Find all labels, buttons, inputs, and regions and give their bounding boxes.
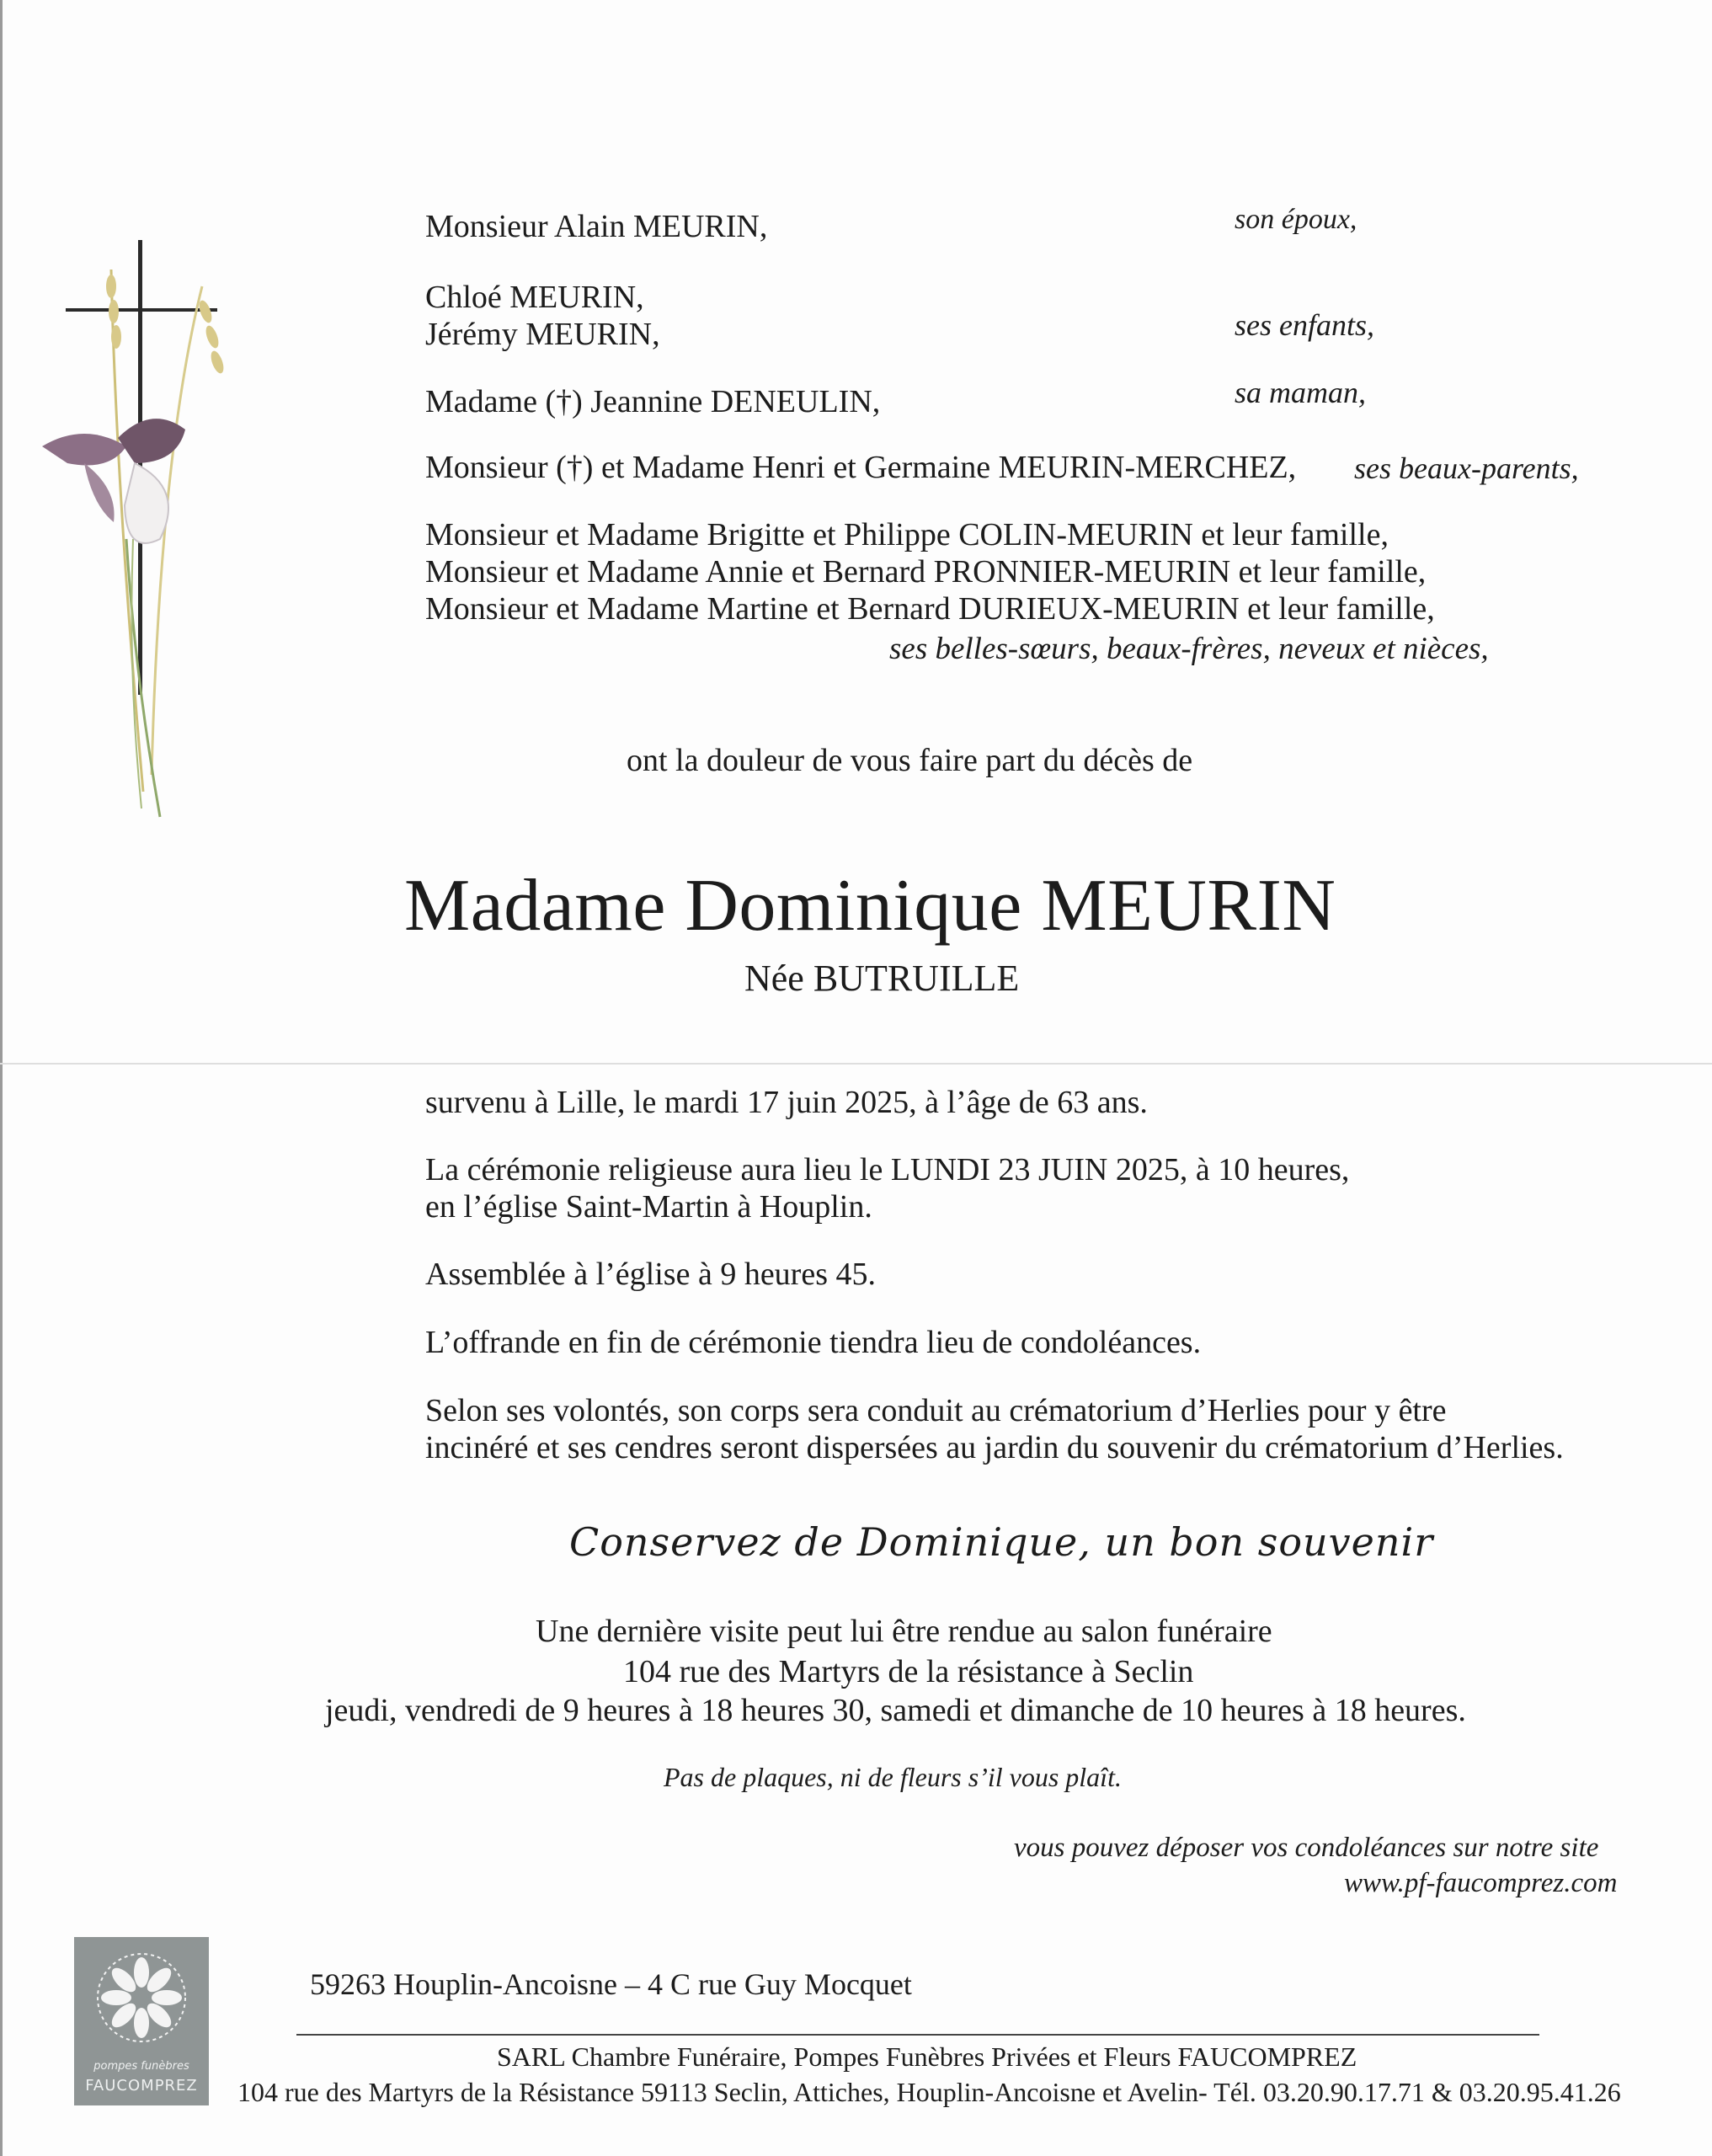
deceased-name: Madame Dominique MEURIN xyxy=(404,865,1336,947)
footer-address: 59263 Houplin-Ancoisne – 4 C rue Guy Mocquet xyxy=(310,1967,912,2001)
deceased-maiden-name: Née BUTRUILLE xyxy=(744,958,1020,999)
page-edge xyxy=(0,0,3,2156)
offering-line: L’offrande en fin de cérémonie tiendra lieu de condoléances. xyxy=(425,1325,1202,1360)
logo-brand: FAUCOMPREZ xyxy=(85,2077,198,2095)
flower-logo-icon xyxy=(91,1947,192,2048)
spouse-name: Monsieur Alain MEURIN, xyxy=(425,209,768,244)
ceremony-line-1: La cérémonie religieuse aura lieu le LUNDI 23 JUIN 2025, à 10 heures, xyxy=(425,1152,1350,1187)
child-name-2: Jérémy MEURIN, xyxy=(425,317,660,352)
ceremony-line-2: en l’église Saint-Martin à Houplin. xyxy=(425,1189,872,1225)
visit-line-2: 104 rue des Martyrs de la résistance à Seclin xyxy=(623,1654,1194,1689)
mother-relation: sa maman, xyxy=(1235,376,1367,409)
sibling-in-law-2: Monsieur et Madame Annie et Bernard PRONNIER-MEURIN et leur famille, xyxy=(425,554,1427,590)
mother-name: Madame (†) Jeannine DENEULIN, xyxy=(425,384,881,419)
death-details: survenu à Lille, le mardi 17 juin 2025, à l’âge de 63 ans. xyxy=(425,1085,1148,1120)
footer-company: SARL Chambre Funéraire, Pompes Funèbres Privées et Fleurs FAUCOMPREZ xyxy=(497,2041,1357,2072)
footer-contact: 104 rue des Martyrs de la Résistance 59113 Seclin, Attiches, Houplin-Ancoisne et Avelin- Tél. 03.20.90.17.71 & 03.20.95.41.26 xyxy=(237,2077,1621,2107)
announcement-line: ont la douleur de vous faire part du décès de xyxy=(627,743,1193,778)
condolences-url[interactable]: www.pf-faucomprez.com xyxy=(1344,1868,1618,1898)
siblings-in-law-relation: ses belles-sœurs, beaux-frères, neveux et nièces, xyxy=(889,632,1489,666)
child-name-1: Chloé MEURIN, xyxy=(425,280,644,315)
wishes-line-1: Selon ses volontés, son corps sera conduit au crématorium d’Herlies pour y être xyxy=(425,1393,1447,1428)
no-flowers-note: Pas de plaques, ni de fleurs s’il vous plaît. xyxy=(664,1762,1122,1792)
parents-in-law-name: Monsieur (†) et Madame Henri et Germaine MEURIN-MERCHEZ, xyxy=(425,450,1297,485)
spouse-relation: son époux, xyxy=(1235,204,1357,235)
assembly-line: Assemblée à l’église à 9 heures 45. xyxy=(425,1257,876,1292)
fold-line xyxy=(0,1063,1712,1065)
sibling-in-law-3: Monsieur et Madame Martine et Bernard DURIEUX-MEURIN et leur famille, xyxy=(425,591,1435,627)
sibling-in-law-1: Monsieur et Madame Brigitte et Philippe COLIN-MEURIN et leur famille, xyxy=(425,517,1389,552)
footer-rule xyxy=(296,2034,1539,2036)
logo-subtitle: pompes funèbres xyxy=(93,2060,189,2073)
visit-line-1: Une dernière visite peut lui être rendue au salon funéraire xyxy=(536,1614,1272,1649)
condolences-text: vous pouvez déposer vos condoléances sur notre site xyxy=(1014,1833,1599,1863)
faucomprez-logo xyxy=(74,1937,209,2105)
parents-in-law-relation: ses beaux-parents, xyxy=(1354,451,1579,485)
children-relation: ses enfants, xyxy=(1235,308,1374,342)
visit-line-3: jeudi, vendredi de 9 heures à 18 heures 30, samedi et dimanche de 10 heures à 18 heures. xyxy=(325,1693,1466,1728)
memory-line: Conservez de Dominique, un bon souvenir xyxy=(569,1519,1434,1565)
cross-with-calla-lily-and-wheat-icon xyxy=(34,236,253,825)
wishes-line-2: incinéré et ses cendres seront dispersées au jardin du souvenir du crématorium d’Herlies. xyxy=(425,1430,1564,1465)
